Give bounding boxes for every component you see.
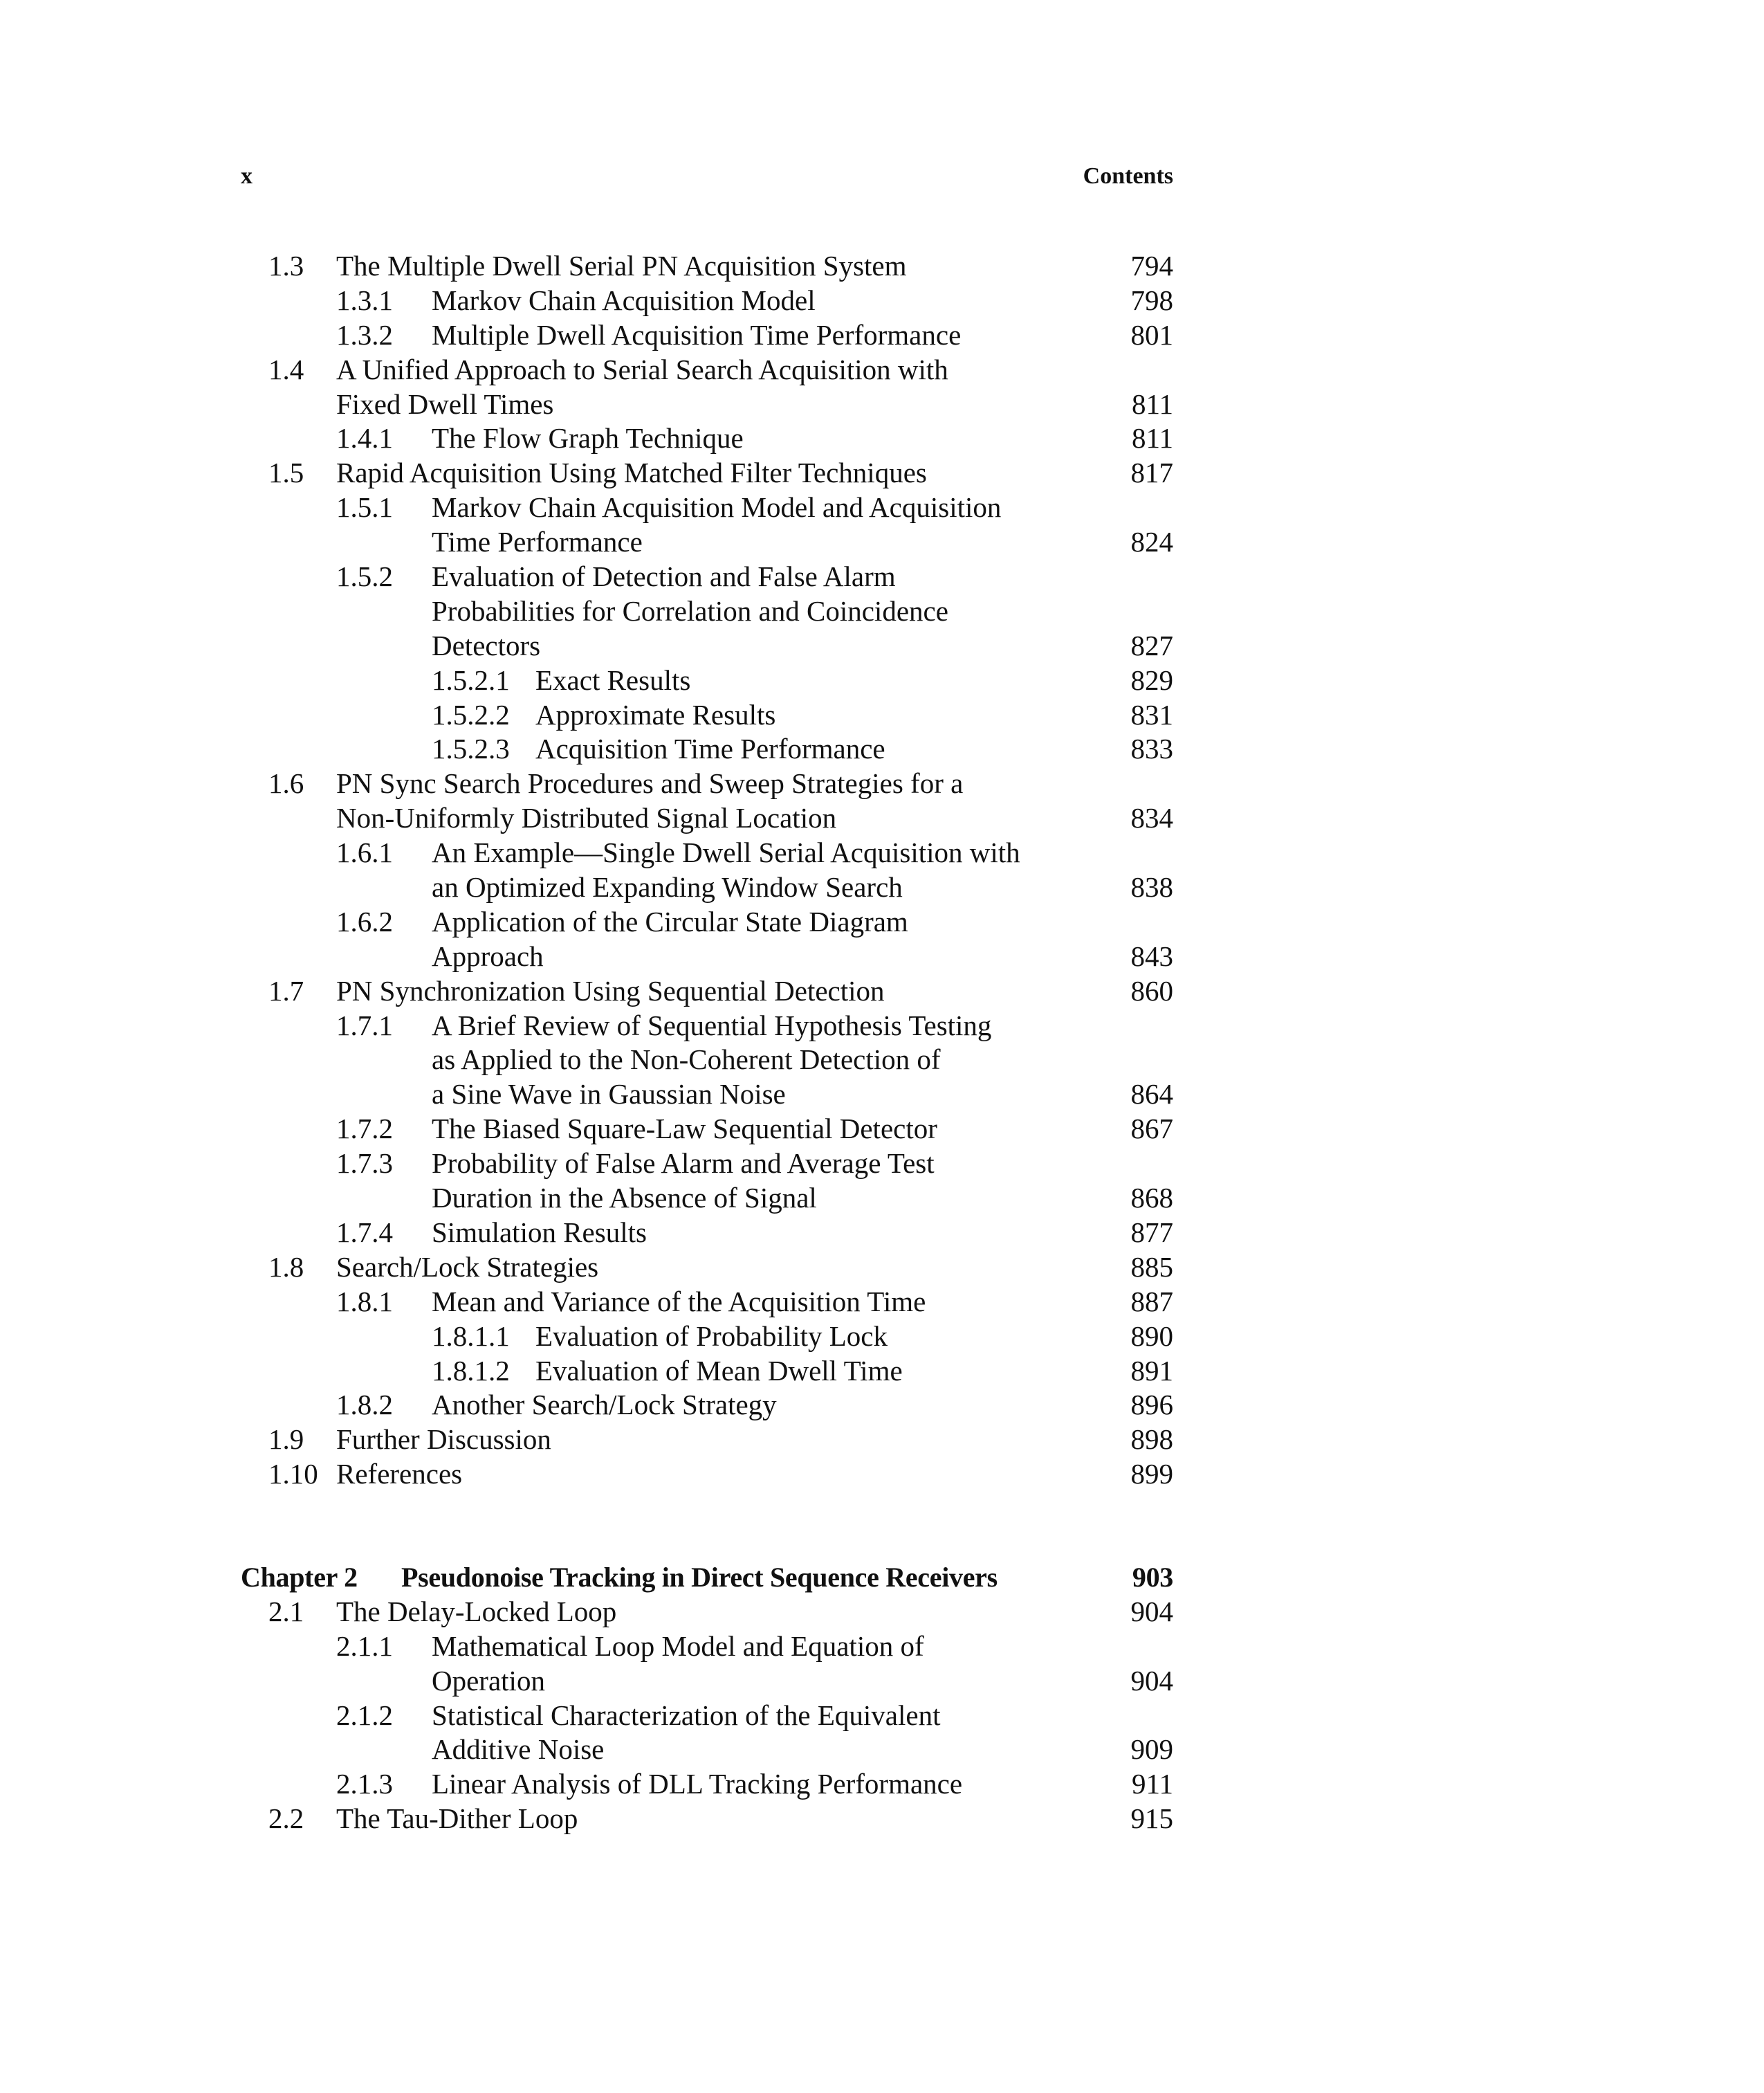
toc-entry[interactable] bbox=[241, 1423, 1173, 1457]
page-number: 833 bbox=[1130, 733, 1173, 765]
toc-entry[interactable] bbox=[241, 1146, 1173, 1181]
running-head bbox=[241, 163, 1173, 198]
running-head-title: Contents bbox=[1083, 163, 1173, 189]
toc-entry-continuation[interactable] bbox=[241, 1077, 1173, 1112]
toc-entry[interactable] bbox=[241, 767, 1173, 801]
page-number: 890 bbox=[1130, 1319, 1173, 1352]
section-number: 1.3.1 bbox=[336, 284, 393, 316]
section-number: 1.4.1 bbox=[336, 422, 393, 455]
page-number: 904 bbox=[1130, 1595, 1173, 1627]
section-title: Acquisition Time Performance bbox=[535, 733, 885, 765]
section-title: Multiple Dwell Acquisition Time Performance bbox=[432, 318, 962, 351]
section-title: PN Sync Search Procedures and Sweep Strategies for a bbox=[336, 767, 964, 800]
toc-entry[interactable] bbox=[241, 1629, 1173, 1664]
section-title: Mathematical Loop Model and Equation of bbox=[432, 1629, 924, 1662]
page-number: 798 bbox=[1130, 284, 1173, 316]
toc-entry[interactable] bbox=[241, 1216, 1173, 1250]
page-number: 801 bbox=[1130, 318, 1173, 351]
toc-entry[interactable] bbox=[241, 421, 1173, 456]
section-number: 2.1.3 bbox=[336, 1768, 393, 1800]
toc-entry[interactable] bbox=[241, 1388, 1173, 1423]
page-number: 829 bbox=[1130, 664, 1173, 696]
section-number: 1.8.1.1 bbox=[432, 1319, 510, 1352]
page-number: 887 bbox=[1130, 1285, 1173, 1317]
section-title: Probabilities for Correlation and Coincidence bbox=[432, 594, 948, 627]
page-number: 811 bbox=[1132, 387, 1173, 420]
page-number: 904 bbox=[1130, 1664, 1173, 1697]
section-number: 2.1.1 bbox=[336, 1629, 393, 1662]
section-number: 1.3.2 bbox=[336, 318, 393, 351]
chapter-page-number: 903 bbox=[1132, 1562, 1173, 1593]
section-title: Further Discussion bbox=[336, 1423, 551, 1456]
toc-entry-continuation[interactable] bbox=[241, 629, 1173, 664]
page-number: 877 bbox=[1130, 1216, 1173, 1248]
page-number: 868 bbox=[1130, 1182, 1173, 1214]
section-number: 1.5.2.3 bbox=[432, 733, 510, 765]
section-number: 1.8.1 bbox=[336, 1285, 393, 1317]
section-title: The Biased Square-Law Sequential Detector bbox=[432, 1113, 937, 1145]
toc-entry[interactable] bbox=[241, 353, 1173, 387]
section-title: An Example—Single Dwell Serial Acquisition with bbox=[432, 837, 1020, 869]
page-number: 811 bbox=[1132, 422, 1173, 455]
section-number: 1.7.2 bbox=[336, 1113, 393, 1145]
section-number: 1.7 bbox=[268, 974, 304, 1007]
page-number: 834 bbox=[1130, 802, 1173, 834]
toc-entry[interactable] bbox=[241, 1112, 1173, 1146]
section-number: 1.7.1 bbox=[336, 1009, 393, 1041]
section-title: Exact Results bbox=[535, 664, 691, 696]
section-title: Markov Chain Acquisition Model bbox=[432, 284, 816, 316]
page-number: 898 bbox=[1130, 1423, 1173, 1456]
section-title: Additive Noise bbox=[432, 1733, 605, 1766]
section-title: Another Search/Lock Strategy bbox=[432, 1389, 777, 1421]
section-title: References bbox=[336, 1458, 463, 1490]
section-title: Evaluation of Probability Lock bbox=[535, 1319, 888, 1352]
toc-entry[interactable] bbox=[241, 1009, 1173, 1043]
section-number: 2.2 bbox=[268, 1802, 304, 1835]
section-title: Non-Uniformly Distributed Signal Location bbox=[336, 802, 837, 834]
section-number: 1.7.4 bbox=[336, 1216, 393, 1248]
section-title: Simulation Results bbox=[432, 1216, 647, 1248]
page-number: 891 bbox=[1130, 1354, 1173, 1387]
section-title: Rapid Acquisition Using Matched Filter Techniques bbox=[336, 457, 927, 489]
page-number: 794 bbox=[1130, 250, 1173, 282]
section-title: Approximate Results bbox=[535, 698, 776, 731]
toc-list-chapter-1 bbox=[241, 249, 1173, 1492]
section-number: 1.8.2 bbox=[336, 1389, 393, 1421]
page-number: 864 bbox=[1130, 1078, 1173, 1111]
section-title: Duration in the Absence of Signal bbox=[432, 1182, 817, 1214]
section-title: Time Performance bbox=[432, 526, 643, 558]
section-title: The Flow Graph Technique bbox=[432, 422, 744, 455]
page-number: 899 bbox=[1130, 1458, 1173, 1490]
section-title: Markov Chain Acquisition Model and Acquisition bbox=[432, 491, 1002, 524]
toc-entry[interactable] bbox=[241, 1767, 1173, 1802]
section-title: The Tau-Dither Loop bbox=[336, 1802, 578, 1835]
toc-entry[interactable] bbox=[241, 698, 1173, 733]
section-title: a Sine Wave in Gaussian Noise bbox=[432, 1078, 786, 1111]
toc-entry[interactable] bbox=[241, 1319, 1173, 1354]
toc-entry[interactable] bbox=[241, 284, 1173, 318]
section-number: 1.5.2.2 bbox=[432, 698, 510, 731]
section-title: Evaluation of Detection and False Alarm bbox=[432, 560, 896, 593]
toc-entry[interactable] bbox=[241, 491, 1173, 525]
chapter-title: Pseudonoise Tracking in Direct Sequence Receivers bbox=[401, 1562, 998, 1593]
section-number: 1.5.2 bbox=[336, 560, 393, 593]
toc-entry[interactable] bbox=[241, 732, 1173, 767]
section-title: an Optimized Expanding Window Search bbox=[432, 871, 903, 904]
section-number: 1.6 bbox=[268, 767, 304, 800]
section-number: 1.5.2.1 bbox=[432, 664, 510, 696]
section-title: Operation bbox=[432, 1664, 545, 1697]
section-number: 1.5 bbox=[268, 457, 304, 489]
section-title: The Multiple Dwell Serial PN Acquisition System bbox=[336, 250, 907, 282]
toc-entry[interactable] bbox=[241, 560, 1173, 594]
toc-entry[interactable] bbox=[241, 664, 1173, 698]
toc-entry[interactable] bbox=[241, 905, 1173, 940]
toc-entry[interactable] bbox=[241, 836, 1173, 870]
section-title: as Applied to the Non-Coherent Detection of bbox=[432, 1043, 941, 1076]
toc-entry[interactable] bbox=[241, 1595, 1173, 1629]
section-number: 2.1.2 bbox=[336, 1699, 393, 1731]
toc-entry-continuation[interactable] bbox=[241, 870, 1173, 905]
page-number: 824 bbox=[1130, 526, 1173, 558]
toc-entry[interactable] bbox=[241, 1457, 1173, 1492]
section-number: 1.9 bbox=[268, 1423, 304, 1456]
page-number: 885 bbox=[1130, 1250, 1173, 1283]
page-number: 909 bbox=[1130, 1733, 1173, 1766]
section-title: Probability of False Alarm and Average Test bbox=[432, 1147, 935, 1180]
page-number: 860 bbox=[1130, 974, 1173, 1007]
page-number: 831 bbox=[1130, 698, 1173, 731]
section-number: 1.6.1 bbox=[336, 837, 393, 869]
toc-entry[interactable] bbox=[241, 249, 1173, 284]
section-title: Detectors bbox=[432, 629, 541, 661]
page-number: 827 bbox=[1130, 629, 1173, 661]
toc-entry-continuation[interactable] bbox=[241, 1664, 1173, 1699]
page-number: 867 bbox=[1130, 1113, 1173, 1145]
section-number: 1.3 bbox=[268, 250, 304, 282]
section-title: Mean and Variance of the Acquisition Time bbox=[432, 1285, 926, 1317]
section-number: 1.8.1.2 bbox=[432, 1354, 510, 1387]
toc-entry[interactable] bbox=[241, 974, 1173, 1009]
toc-entry-continuation[interactable] bbox=[241, 1733, 1173, 1767]
section-number: 1.10 bbox=[268, 1458, 318, 1490]
section-title: PN Synchronization Using Sequential Detection bbox=[336, 974, 885, 1007]
toc-entry[interactable] bbox=[241, 1250, 1173, 1285]
section-title: The Delay-Locked Loop bbox=[336, 1595, 617, 1627]
section-number: 2.1 bbox=[268, 1595, 304, 1627]
toc-entry-continuation[interactable] bbox=[241, 1043, 1173, 1077]
toc-entry-continuation[interactable] bbox=[241, 387, 1173, 422]
page-number: 911 bbox=[1132, 1768, 1173, 1800]
toc-entry-continuation[interactable] bbox=[241, 1181, 1173, 1216]
section-title: Fixed Dwell Times bbox=[336, 387, 554, 420]
section-title: A Brief Review of Sequential Hypothesis Testing bbox=[432, 1009, 992, 1041]
page-number: 896 bbox=[1130, 1389, 1173, 1421]
chapter-heading[interactable] bbox=[241, 1560, 1173, 1595]
section-number: 1.8 bbox=[268, 1250, 304, 1283]
toc-entry[interactable] bbox=[241, 318, 1173, 353]
page-folio: x bbox=[241, 163, 252, 189]
toc-entry[interactable] bbox=[241, 456, 1173, 491]
toc-entry[interactable] bbox=[241, 1354, 1173, 1389]
toc-entry[interactable] bbox=[241, 1802, 1173, 1836]
section-number: 1.5.1 bbox=[336, 491, 393, 524]
toc-entry[interactable] bbox=[241, 1699, 1173, 1733]
section-title: Application of the Circular State Diagram bbox=[432, 905, 908, 938]
section-number: 1.6.2 bbox=[336, 905, 393, 938]
section-title: Evaluation of Mean Dwell Time bbox=[535, 1354, 903, 1387]
toc-entry[interactable] bbox=[241, 1285, 1173, 1319]
toc-entry-continuation[interactable] bbox=[241, 801, 1173, 836]
section-title: A Unified Approach to Serial Search Acquisition with bbox=[336, 353, 948, 385]
page-number: 915 bbox=[1130, 1802, 1173, 1835]
toc-list-chapter-2 bbox=[241, 1560, 1173, 1836]
section-title: Linear Analysis of DLL Tracking Performance bbox=[432, 1768, 963, 1800]
section-title: Search/Lock Strategies bbox=[336, 1250, 599, 1283]
section-number: 1.7.3 bbox=[336, 1147, 393, 1180]
page-number: 843 bbox=[1130, 940, 1173, 972]
toc-entry-continuation[interactable] bbox=[241, 594, 1173, 629]
toc-entry-continuation[interactable] bbox=[241, 940, 1173, 974]
toc-entry-continuation[interactable] bbox=[241, 525, 1173, 560]
page-number: 838 bbox=[1130, 871, 1173, 904]
page-number: 817 bbox=[1130, 457, 1173, 489]
chapter-number: Chapter 2 bbox=[241, 1562, 358, 1593]
section-title: Approach bbox=[432, 940, 544, 972]
section-title: Statistical Characterization of the Equivalent bbox=[432, 1699, 941, 1731]
section-number: 1.4 bbox=[268, 353, 304, 385]
